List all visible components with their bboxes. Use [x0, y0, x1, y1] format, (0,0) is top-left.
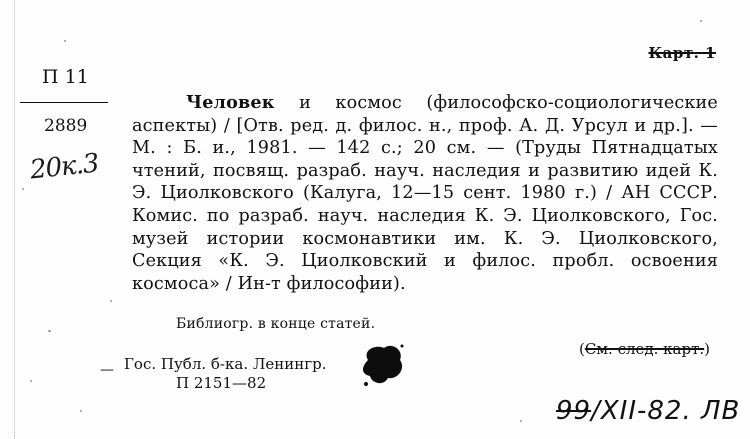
- library-name: Гос. Публ. б-ка. Ленингр.: [124, 355, 327, 373]
- library-code: П 2151—82: [176, 374, 267, 392]
- see-next-text: См. след. карт.: [584, 340, 705, 358]
- dash-mark: —: [100, 362, 114, 378]
- scan-speck: [22, 188, 24, 190]
- handwritten-inventory-mark: [556, 396, 740, 426]
- bibliography-note: Библиогр. в конце статей.: [176, 316, 376, 332]
- scan-speck: [700, 20, 702, 22]
- see-next-open-paren: (: [579, 340, 585, 358]
- handwritten-note: 20к.3: [28, 148, 100, 186]
- inventory-number: 2889: [44, 116, 88, 136]
- see-next-card-note: [579, 340, 710, 358]
- scan-speck: [80, 410, 82, 412]
- ink-blot-icon: [358, 340, 408, 390]
- description-body: и космос (философско-социологические аспекты) / [Отв. ред. д. филос. н., проф. А. Д. Урсул и др.]. — М. : Б. и., 1981. — 142 с.; 20 см. — (Труды Пятнадцатых чтений, посвящ. разраб. науч. наследия и развитию идей К. Э. Циолковского (Калуга, 12—15 сент. 1980 г.) / АН СССР. Комис. по разраб. науч. наследия К. Э. Циолковского, Гос. музей истории космонавтики им. К. Э. Циолковского, Секция «К. Э. Циолковский и филос. пробл. освоения космоса» / Ин-т философии).: [132, 93, 718, 294]
- book-title: Человек: [186, 92, 275, 113]
- scan-speck: [520, 420, 522, 422]
- shelf-mark: П 11: [42, 66, 89, 88]
- scan-speck: [30, 380, 32, 382]
- bibliographic-description: [132, 92, 718, 295]
- card-number: Карт. 1: [648, 44, 716, 62]
- scan-speck: [64, 40, 66, 42]
- shelf-mark-divider: [20, 102, 108, 103]
- struck-inventory-digits: 99: [556, 396, 592, 426]
- card-left-edge: [0, 0, 15, 439]
- scan-speck: [48, 330, 51, 332]
- scan-speck: [110, 300, 112, 302]
- see-next-close-paren: ): [704, 340, 710, 358]
- inventory-date-initials: /XII-82. ЛВ: [591, 396, 741, 426]
